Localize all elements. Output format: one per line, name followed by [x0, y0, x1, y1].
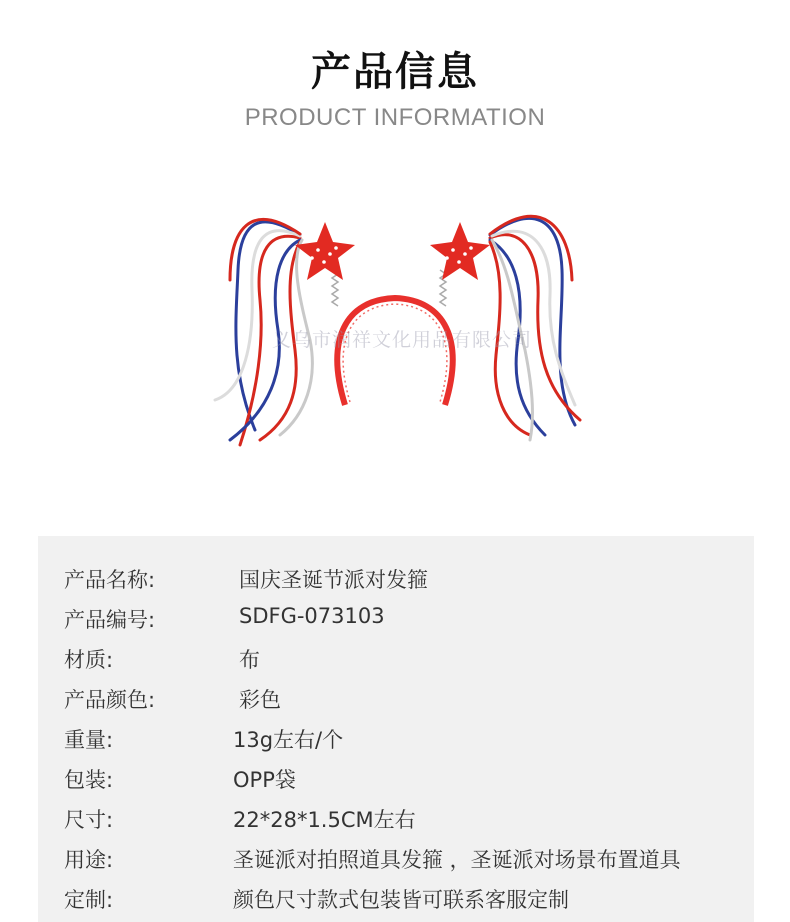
info-row-name	[64, 564, 744, 600]
watermark-text: 义乌市润祥文化用品有限公司	[271, 329, 532, 351]
info-row-code	[64, 604, 744, 640]
info-value: 国庆圣诞节派对发箍	[239, 568, 428, 592]
info-row-usage	[64, 844, 744, 880]
info-row-size	[64, 804, 744, 840]
product-info-panel	[38, 536, 754, 922]
info-label: 产品名称:	[64, 568, 156, 592]
info-value: OPP袋	[233, 768, 296, 792]
info-value: 22*28*1.5CM左右	[233, 808, 416, 832]
info-value: 圣诞派对拍照道具发箍 ，圣诞派对场景布置道具	[233, 848, 681, 872]
info-value: 布	[239, 648, 260, 672]
info-value: SDFG-073103	[239, 604, 385, 628]
info-label: 尺寸:	[64, 808, 114, 832]
page-subtitle: PRODUCT INFORMATION	[244, 104, 546, 131]
right-star	[430, 222, 490, 280]
left-star	[295, 222, 355, 280]
info-row-material	[64, 644, 744, 680]
info-label: 用途:	[64, 848, 114, 872]
info-label: 重量:	[64, 728, 114, 752]
info-label: 定制:	[64, 888, 114, 912]
info-row-weight	[64, 724, 744, 760]
info-row-custom	[64, 884, 744, 920]
info-value: 13g左右/个	[233, 728, 344, 752]
info-label: 包装:	[64, 768, 114, 792]
page-header	[0, 0, 790, 150]
info-row-packaging	[64, 764, 744, 800]
info-row-color	[64, 684, 744, 720]
info-label: 材质:	[64, 648, 114, 672]
info-label: 产品颜色:	[64, 688, 156, 712]
info-label: 产品编号:	[64, 608, 156, 632]
info-value: 颜色尺寸款式包装皆可联系客服定制	[233, 888, 569, 912]
info-value: 彩色	[239, 688, 281, 712]
page-title: 产品信息	[311, 49, 479, 95]
